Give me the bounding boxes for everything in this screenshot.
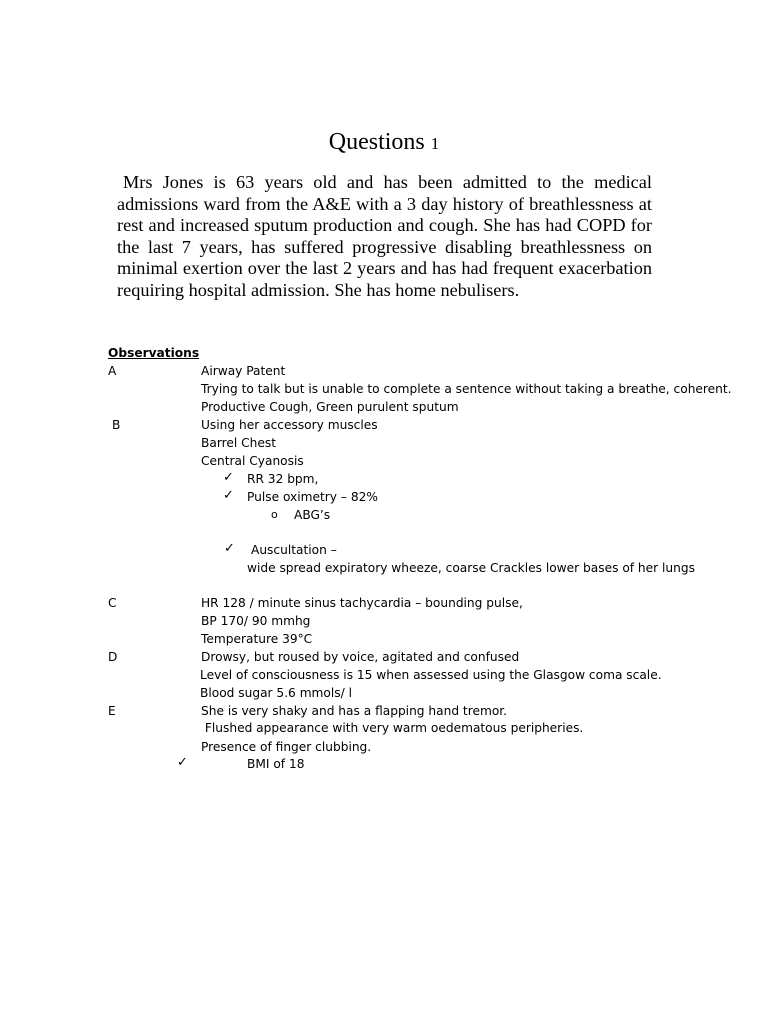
page-title [0, 126, 768, 160]
circle-bullet-icon: o [271, 508, 278, 521]
case-intro-paragraph: Mrs Jones is 63 years old and has been admitted to the medical admissions ward from the A&E with a 3 day history of breathlessness at rest and increased sputum production and cough. She has had COPD for the last 7 years, has suffered progressive disabling breathlessness on minimal exertion over the last 2 years and has had frequent exacerbation requiring hospital admission. She has home nebulisers. [117, 172, 652, 300]
label-d: D [108, 650, 118, 664]
c-line-2: BP 170/ 90 mmhg [201, 614, 311, 628]
a-line-3: Productive Cough, Green purulent sputum [201, 400, 459, 414]
a-line-2: Trying to talk but is unable to complete a sentence without taking a breathe, coherent. [201, 382, 732, 396]
c-line-1: HR 128 / minute sinus tachycardia – bounding pulse, [201, 596, 523, 610]
d-line-3: Blood sugar 5.6 mmols/ l [200, 686, 352, 700]
label-e: E [108, 704, 116, 718]
checkmark-icon: ✓ [224, 541, 235, 556]
b-sub-bullet: ABG’s [294, 508, 331, 522]
checkmark-icon: ✓ [177, 755, 188, 770]
d-line-2: Level of consciousness is 15 when assessed using the Glasgow coma scale. [200, 668, 662, 682]
b-check-1: RR 32 bpm, [247, 472, 319, 486]
label-c: C [108, 596, 117, 610]
e-line-1: She is very shaky and has a flapping hand tremor. [201, 704, 508, 718]
checkmark-icon: ✓ [223, 488, 234, 503]
observations-heading: Observations [108, 346, 200, 360]
b-line-2: Barrel Chest [201, 436, 276, 450]
b-line-3: Central Cyanosis [201, 454, 304, 468]
b-auscultation-detail: wide spread expiratory wheeze, coarse Crackles lower bases of her lungs [247, 561, 695, 575]
b-auscultation: Auscultation – [251, 543, 337, 557]
title-text: Questions [328, 129, 425, 155]
label-b: B [112, 418, 121, 432]
checkmark-icon: ✓ [223, 470, 234, 485]
label-a: A [108, 364, 117, 378]
title-number: 1 [430, 134, 440, 153]
a-line-1: Airway Patent [201, 364, 286, 378]
b-check-2: Pulse oximetry – 82% [247, 490, 378, 504]
c-line-3: Temperature 39°C [201, 632, 313, 646]
e-bmi: BMI of 18 [247, 757, 305, 771]
e-line-2: Flushed appearance with very warm oedematous peripheries. [201, 721, 584, 735]
d-line-1: Drowsy, but roused by voice, agitated and confused [201, 650, 520, 664]
b-line-1: Using her accessory muscles [201, 418, 378, 432]
e-line-3: Presence of finger clubbing. [201, 740, 372, 754]
